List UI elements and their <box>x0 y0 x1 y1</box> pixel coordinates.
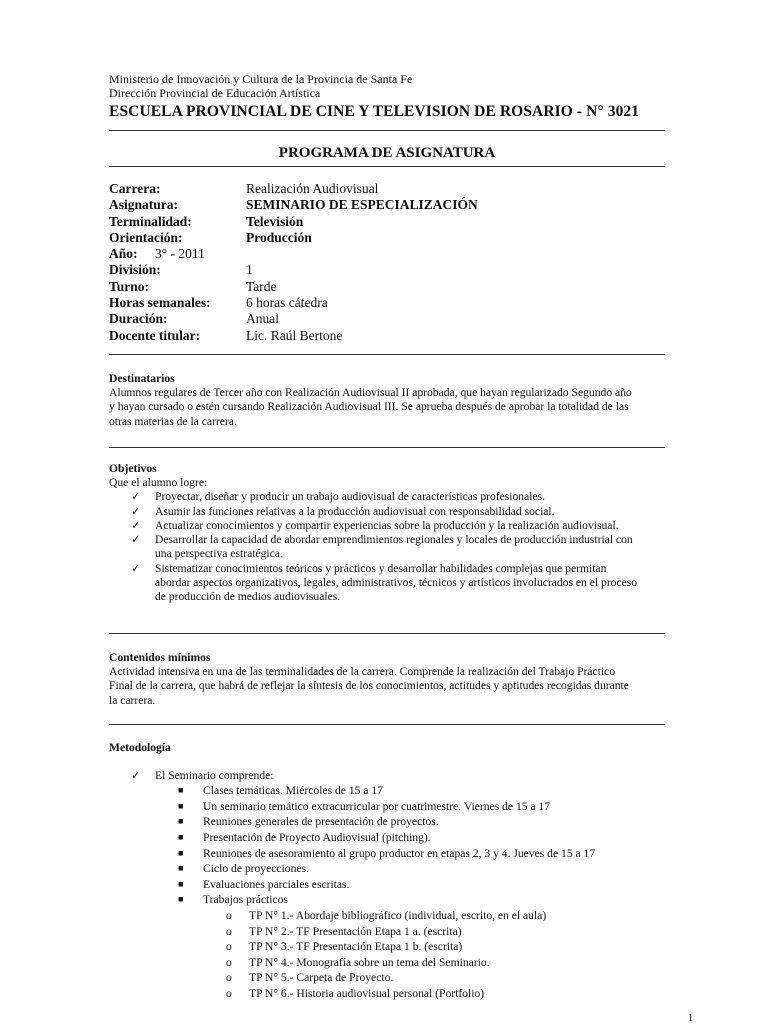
metodologia-intro: El Seminario comprende: <box>155 769 274 782</box>
destinatarios-section <box>109 372 669 429</box>
metodologia-list <box>109 783 669 908</box>
objetivos-title: Objetivos <box>109 462 157 475</box>
metodologia-item: Trabajos prácticos <box>203 893 288 907</box>
metodologia-section <box>109 741 669 1002</box>
list-item <box>109 986 669 1002</box>
orientacion-value: Producción <box>246 229 312 245</box>
program-title: PROGRAMA DE ASIGNATURA <box>278 145 496 161</box>
list-item <box>109 846 669 862</box>
square-bullet-icon: ■ <box>178 878 184 889</box>
horas-label: Horas semanales: <box>109 295 211 311</box>
metodologia-title: Metodología <box>109 741 171 754</box>
circle-bullet-icon: o <box>226 909 232 923</box>
circle-bullet-icon: o <box>226 940 232 954</box>
destinatarios-line: otras materias de la carrera. <box>109 414 237 428</box>
division-label: División: <box>109 262 161 278</box>
divider <box>109 130 665 131</box>
checkmark-icon: ✓ <box>131 490 141 504</box>
page-number: 1 <box>688 1013 693 1024</box>
metodologia-item: Evaluaciones parciales escritas. <box>203 877 350 891</box>
metodologia-item: Reuniones generales de presentación de proyectos. <box>203 815 439 829</box>
circle-bullet-icon: o <box>226 924 232 938</box>
horas-value: 6 horas cátedra <box>246 295 328 311</box>
circle-bullet-icon: o <box>226 955 232 969</box>
destinatarios-title: Destinatarios <box>109 372 175 385</box>
list-item <box>109 533 669 562</box>
ministry-line: Ministerio de Innovación y Cultura de la Provincia de Santa Fe <box>109 72 413 86</box>
list-item <box>109 830 669 846</box>
anio-label: Año: <box>109 246 138 262</box>
duracion-label: Duración: <box>109 311 168 327</box>
objetivo-text: Asumir las funciones relativas a la producción audiovisual con responsabilidad social. <box>155 504 555 518</box>
list-item <box>109 924 669 940</box>
practico-item: TP N° 4.- Monografía sobre un tema del Seminario. <box>249 955 490 969</box>
list-item <box>109 939 669 955</box>
divider <box>109 166 665 167</box>
asignatura-label: Asignatura: <box>109 197 179 213</box>
objetivo-text: Actualizar conocimientos y compartir experiencias sobre la producción y la realización audiovisual. <box>155 518 619 532</box>
contenidos-line: Actividad intensiva en una de las terminalidades de la carrera. Comprende la realización del Trabajo Práctico <box>109 665 616 678</box>
asignatura-value: SEMINARIO DE ESPECIALIZACIÓN <box>246 197 478 213</box>
divider <box>109 724 665 725</box>
school-title: ESCUELA PROVINCIAL DE CINE Y TELEVISION DE ROSARIO - N° 3021 <box>109 103 640 120</box>
duracion-value: Anual <box>246 311 279 327</box>
objetivo-text: Sistematizar conocimientos teóricos y prácticos y desarrollar habilidades complejas que permitan <box>155 561 607 575</box>
turno-value: Tarde <box>246 278 277 294</box>
circle-bullet-icon: o <box>226 971 232 985</box>
square-bullet-icon: ■ <box>178 800 184 811</box>
square-bullet-icon: ■ <box>178 785 184 796</box>
divider <box>109 633 665 634</box>
list-item <box>109 814 669 830</box>
metodologia-item: Presentación de Proyecto Audiovisual (pitching). <box>203 831 431 845</box>
list-item <box>109 519 669 533</box>
contenidos-title: Contenidos mínimos <box>109 651 211 664</box>
list-item <box>109 861 669 877</box>
practico-item: TP N° 1.- Abordaje bibliográfico (individual, escrito, en el aula) <box>249 909 547 923</box>
list-item <box>109 908 669 924</box>
contenidos-line: Final de la carrera, que habrá de reflejar la síntesis de los conocimientos, actitudes y aptitudes recogidas durante <box>109 679 629 693</box>
objetivo-text-cont: de producción de medios audiovisuales. <box>155 590 341 604</box>
metodologia-item: Un seminario temático extracurricular por cuatrimestre. Viernes de 15 a 17 <box>203 799 551 813</box>
practico-item: TP N° 5.- Carpeta de Proyecto. <box>249 971 394 985</box>
checkmark-icon: ✓ <box>131 518 141 532</box>
destinatarios-line: y hayan cursado o estén cursando Realización Audiovisual III. Se aprueba después de aprobar la totalidad de las <box>109 400 629 414</box>
divider <box>109 354 665 355</box>
list-item <box>109 955 669 971</box>
metodologia-item: Clases temáticas. Miércoles de 15 a 17 <box>203 784 383 798</box>
metodologia-intro-item <box>109 769 669 783</box>
destinatarios-line: Alumnos regulares de Tercer año con Realización Audiovisual II aprobada, que hayan regularizado Segundo año <box>109 386 632 399</box>
square-bullet-icon: ■ <box>178 863 184 874</box>
metodologia-item: Ciclo de proyecciones. <box>203 862 309 876</box>
carrera-label: Carrera: <box>109 181 161 196</box>
objetivo-text: Proyectar, diseñar y producir un trabajo audiovisual de características profesionales. <box>155 490 546 504</box>
turno-label: Turno: <box>109 278 150 294</box>
practico-item: TP N° 6.- Historia audiovisual personal (Portfolio) <box>249 987 485 1001</box>
square-bullet-icon: ■ <box>178 816 184 827</box>
list-item <box>109 877 669 893</box>
list-item <box>109 505 669 519</box>
checkmark-icon: ✓ <box>131 533 141 547</box>
square-bullet-icon: ■ <box>178 847 184 858</box>
metodologia-item: Reuniones de asesoramiento al grupo productor en etapas 2, 3 y 4. Jueves de 15 a 17 <box>203 846 596 860</box>
docente-value: Lic. Raúl Bertone <box>246 327 343 343</box>
square-bullet-icon: ■ <box>178 832 184 843</box>
direction-line: Dirección Provincial de Educación Artística <box>109 86 321 100</box>
circle-bullet-icon: o <box>226 987 232 1001</box>
objetivo-text: Desarrollar la capacidad de abordar emprendimientos regionales y locales de producción industrial con <box>155 533 633 547</box>
objetivo-text-cont: una perspectiva estratégica. <box>155 547 283 561</box>
list-item <box>109 490 669 504</box>
practico-item: TP N° 2.- TF Presentación Etapa 1 a. (escrita) <box>249 924 462 938</box>
practicos-list <box>109 908 669 1002</box>
list-item <box>109 892 669 908</box>
objetivos-list <box>109 490 669 604</box>
objetivo-text-cont: abordar aspectos organizativos, legales, administrativos, técnicos y artísticos involucrados en el proceso <box>155 576 638 590</box>
contenidos-section <box>109 651 669 708</box>
list-item <box>109 783 669 799</box>
checkmark-icon: ✓ <box>131 769 141 782</box>
objetivos-section <box>109 462 669 605</box>
carrera-value: Realización Audiovisual <box>246 181 379 196</box>
checkmark-icon: ✓ <box>131 504 141 518</box>
docente-label: Docente titular: <box>109 327 201 343</box>
contenidos-line: la carrera. <box>109 693 156 707</box>
square-bullet-icon: ■ <box>178 894 184 905</box>
checkmark-icon: ✓ <box>131 561 141 575</box>
list-item <box>109 970 669 986</box>
anio-value: 3° - 2011 <box>155 246 205 262</box>
practico-item: TP N° 3.- TF Presentación Etapa 1 b. (escrita) <box>249 940 463 954</box>
orientacion-label: Orientación: <box>109 229 183 245</box>
division-value: 1 <box>246 262 253 278</box>
list-item <box>109 799 669 815</box>
terminalidad-value: Televisión <box>246 213 304 229</box>
terminalidad-label: Terminalidad: <box>109 213 192 229</box>
objetivos-intro: Que el alumno logre: <box>109 476 208 489</box>
divider <box>109 447 665 448</box>
list-item <box>109 562 669 605</box>
